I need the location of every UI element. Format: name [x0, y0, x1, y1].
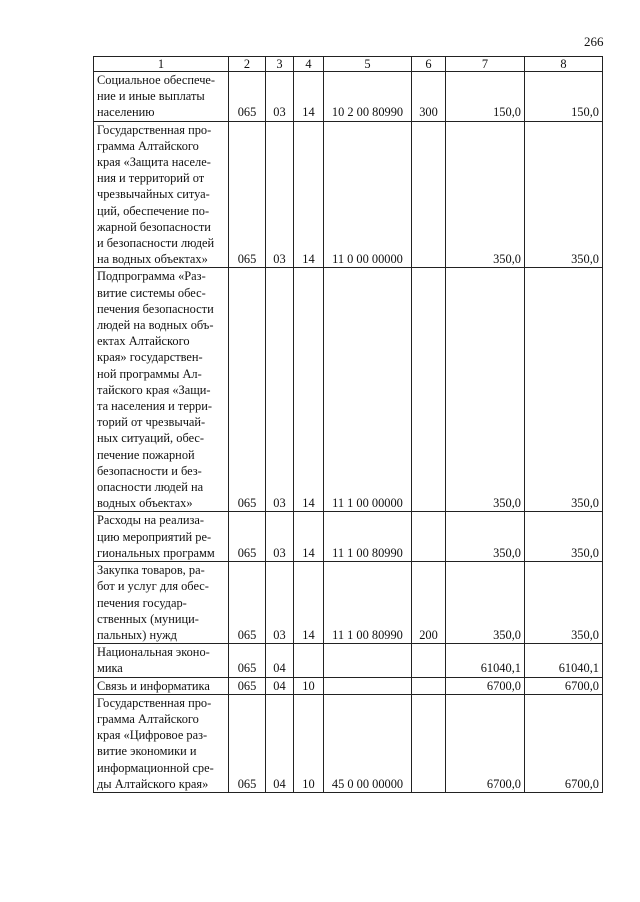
amount-cell: 350,0: [446, 121, 525, 268]
item-name-line: печение пожарной: [97, 447, 195, 462]
amount-cell: 350,0: [446, 512, 525, 562]
budget-table: [93, 56, 603, 793]
item-name-cell: [94, 694, 229, 792]
item-name-line: края» государствен-: [97, 350, 203, 365]
expense-type-cell: [412, 268, 446, 512]
column-header: 3: [266, 57, 294, 72]
target-article-cell: [324, 644, 412, 677]
item-name-line: информационной сре-: [97, 760, 214, 775]
target-article-cell: [324, 677, 412, 694]
budget-code-cell: 065: [229, 694, 266, 792]
amount-cell: 350,0: [446, 268, 525, 512]
item-name-line: людей на водных объ-: [97, 318, 214, 333]
item-name-line: опасности людей на: [97, 480, 204, 495]
item-name-line: та населения и терри-: [97, 399, 212, 414]
item-name-line: витие экономики и: [97, 744, 197, 759]
subsection-cell: 10: [294, 694, 324, 792]
column-header: 6: [412, 57, 446, 72]
item-name-line: края «Цифровое раз-: [97, 728, 208, 743]
item-name-line: ние и иные выплаты: [97, 89, 205, 104]
column-header: 1: [94, 57, 229, 72]
item-name-cell: [94, 72, 229, 122]
item-name-line: ственных (муници-: [97, 611, 199, 626]
column-header: 4: [294, 57, 324, 72]
item-name-line: печения безопасности: [97, 301, 214, 316]
item-name-line: ектах Алтайского: [97, 334, 190, 349]
target-article-cell: 11 1 00 80990: [324, 512, 412, 562]
item-name-cell: [94, 121, 229, 268]
item-name-line: грамма Алтайского: [97, 138, 199, 153]
item-name-line: Социальное обеспече-: [97, 73, 216, 87]
expense-type-cell: [412, 677, 446, 694]
table-row: [94, 268, 603, 512]
column-header: 5: [324, 57, 412, 72]
amount-cell: 6700,0: [446, 677, 525, 694]
table-row: [94, 677, 603, 694]
item-name-line: ния и территорий от: [97, 171, 205, 186]
budget-code-cell: 065: [229, 677, 266, 694]
amount-cell: 350,0: [525, 512, 603, 562]
column-header: 8: [525, 57, 603, 72]
item-name-line: населению: [97, 105, 155, 120]
expense-type-cell: [412, 121, 446, 268]
amount-cell: 350,0: [525, 562, 603, 644]
section-cell: 04: [266, 694, 294, 792]
expense-type-cell: 300: [412, 72, 446, 122]
item-name-line: Расходы на реализа-: [97, 513, 205, 528]
budget-code-cell: 065: [229, 268, 266, 512]
item-name-line: тайского края «Защи-: [97, 382, 211, 397]
section-cell: 03: [266, 512, 294, 562]
amount-cell: 61040,1: [525, 644, 603, 677]
item-name-line: ций, обеспечение по-: [97, 203, 210, 218]
amount-cell: 150,0: [446, 72, 525, 122]
item-name-line: цию мероприятий ре-: [97, 529, 212, 544]
target-article-cell: 11 1 00 80990: [324, 562, 412, 644]
subsection-cell: [294, 644, 324, 677]
budget-code-cell: 065: [229, 562, 266, 644]
budget-code-cell: 065: [229, 121, 266, 268]
expense-type-cell: [412, 694, 446, 792]
subsection-cell: 10: [294, 677, 324, 694]
expense-type-cell: [412, 512, 446, 562]
item-name-line: гиональных программ: [97, 545, 215, 560]
item-name-line: на водных объектах»: [97, 252, 208, 267]
amount-cell: 61040,1: [446, 644, 525, 677]
item-name-line: Национальная эконо-: [97, 645, 210, 660]
table-row: [94, 72, 603, 122]
item-name-line: Подпрограмма «Раз-: [97, 269, 206, 284]
amount-cell: 150,0: [525, 72, 603, 122]
section-cell: 04: [266, 644, 294, 677]
table-row: [94, 562, 603, 644]
subsection-cell: 14: [294, 512, 324, 562]
item-name-cell: [94, 562, 229, 644]
section-cell: 03: [266, 121, 294, 268]
amount-cell: 6700,0: [525, 677, 603, 694]
item-name-line: ды Алтайского края»: [97, 776, 209, 791]
budget-code-cell: 065: [229, 512, 266, 562]
table-header-row: [94, 57, 603, 72]
section-cell: 03: [266, 268, 294, 512]
section-cell: 04: [266, 677, 294, 694]
item-name-line: ных ситуаций, обес-: [97, 431, 205, 446]
section-cell: 03: [266, 562, 294, 644]
target-article-cell: 10 2 00 80990: [324, 72, 412, 122]
target-article-cell: 11 1 00 00000: [324, 268, 412, 512]
item-name-line: ной программы Ал-: [97, 366, 202, 381]
expense-type-cell: [412, 644, 446, 677]
item-name-line: бот и услуг для обес-: [97, 579, 209, 594]
target-article-cell: 11 0 00 00000: [324, 121, 412, 268]
column-header: 2: [229, 57, 266, 72]
amount-cell: 350,0: [446, 562, 525, 644]
item-name-line: печения государ-: [97, 595, 187, 610]
subsection-cell: 14: [294, 72, 324, 122]
item-name-line: мика: [97, 661, 123, 676]
item-name-line: жарной безопасности: [97, 219, 211, 234]
expense-type-cell: 200: [412, 562, 446, 644]
item-name-line: и безопасности людей: [97, 236, 215, 251]
item-name-line: чрезвычайных ситуа-: [97, 187, 210, 202]
target-article-cell: 45 0 00 00000: [324, 694, 412, 792]
table-row: [94, 644, 603, 677]
table-row: [94, 121, 603, 268]
amount-cell: 6700,0: [446, 694, 525, 792]
item-name-cell: [94, 644, 229, 677]
amount-cell: 350,0: [525, 121, 603, 268]
budget-code-cell: 065: [229, 644, 266, 677]
item-name-line: водных объектах»: [97, 496, 193, 511]
item-name-line: витие системы обес-: [97, 285, 206, 300]
subsection-cell: 14: [294, 121, 324, 268]
column-header: 7: [446, 57, 525, 72]
item-name-cell: [94, 677, 229, 694]
subsection-cell: 14: [294, 268, 324, 512]
page-number: 266: [584, 34, 604, 49]
subsection-cell: 14: [294, 562, 324, 644]
amount-cell: 350,0: [525, 268, 603, 512]
table-row: [94, 512, 603, 562]
item-name-line: пальных) нужд: [97, 627, 177, 642]
budget-code-cell: 065: [229, 72, 266, 122]
item-name-line: края «Защита населе-: [97, 155, 211, 170]
item-name-cell: [94, 512, 229, 562]
item-name-line: торий от чрезвычай-: [97, 415, 206, 430]
item-name-line: Связь и информатика: [97, 678, 210, 693]
item-name-line: безопасности и без-: [97, 463, 202, 478]
item-name-cell: [94, 268, 229, 512]
item-name-line: Закупка товаров, ра-: [97, 563, 205, 578]
section-cell: 03: [266, 72, 294, 122]
table-row: [94, 694, 603, 792]
item-name-line: грамма Алтайского: [97, 711, 199, 726]
item-name-line: Государственная про-: [97, 122, 212, 137]
item-name-line: Государственная про-: [97, 695, 212, 710]
amount-cell: 6700,0: [525, 694, 603, 792]
